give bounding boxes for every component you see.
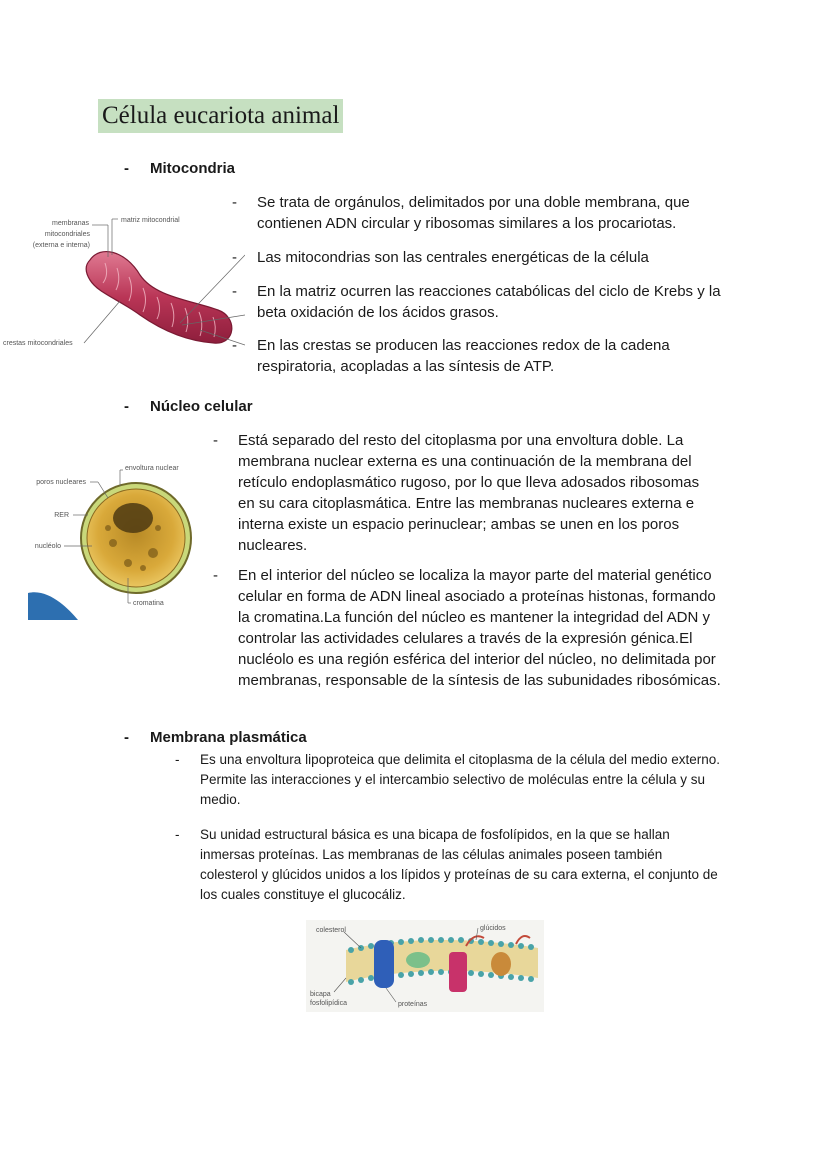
label-colesterol: colesterol (316, 927, 346, 934)
label-bicapa: bicapa (310, 991, 331, 998)
protein-magenta (449, 952, 467, 992)
protein-blue (374, 940, 394, 988)
label-proteinas: proteínas (398, 1001, 428, 1008)
section-title-mitocondria: Mitocondria (150, 160, 235, 177)
section-title-nucleo: Núcleo celular (150, 398, 253, 415)
label-externa-interna: (externa e interna) (32, 242, 90, 249)
section-title-membrana: Membrana plasmática (150, 729, 307, 746)
label-cromatina: cromatina (133, 600, 164, 607)
label-rer: RER (54, 512, 69, 519)
label-nucleolo: nucléolo (34, 543, 61, 550)
label-fosfolipidica: fosfolipídica (310, 1000, 347, 1007)
mitochondria-figure (0, 205, 245, 365)
page-title: Célula eucariota animal (98, 99, 343, 133)
section-dash: - (124, 729, 129, 746)
label-matriz: matriz mitocondrial (121, 217, 180, 224)
membrane-figure (306, 920, 544, 1012)
mitochondrion-shape (86, 252, 232, 344)
label-crestas: crestas mitocondriales (3, 340, 73, 347)
nucleus-figure (28, 458, 223, 620)
label-poros-nucleares: poros nucleares (36, 479, 86, 486)
label-envoltura-nuclear: envoltura nuclear (125, 465, 179, 472)
label-membranas: membranas (52, 220, 89, 227)
nucleolus (113, 503, 153, 533)
label-mitocondriales: mitocondriales (44, 231, 90, 238)
section-dash: - (124, 160, 129, 177)
section-dash: - (124, 398, 129, 415)
label-glucidos: glúcidos (480, 925, 506, 932)
